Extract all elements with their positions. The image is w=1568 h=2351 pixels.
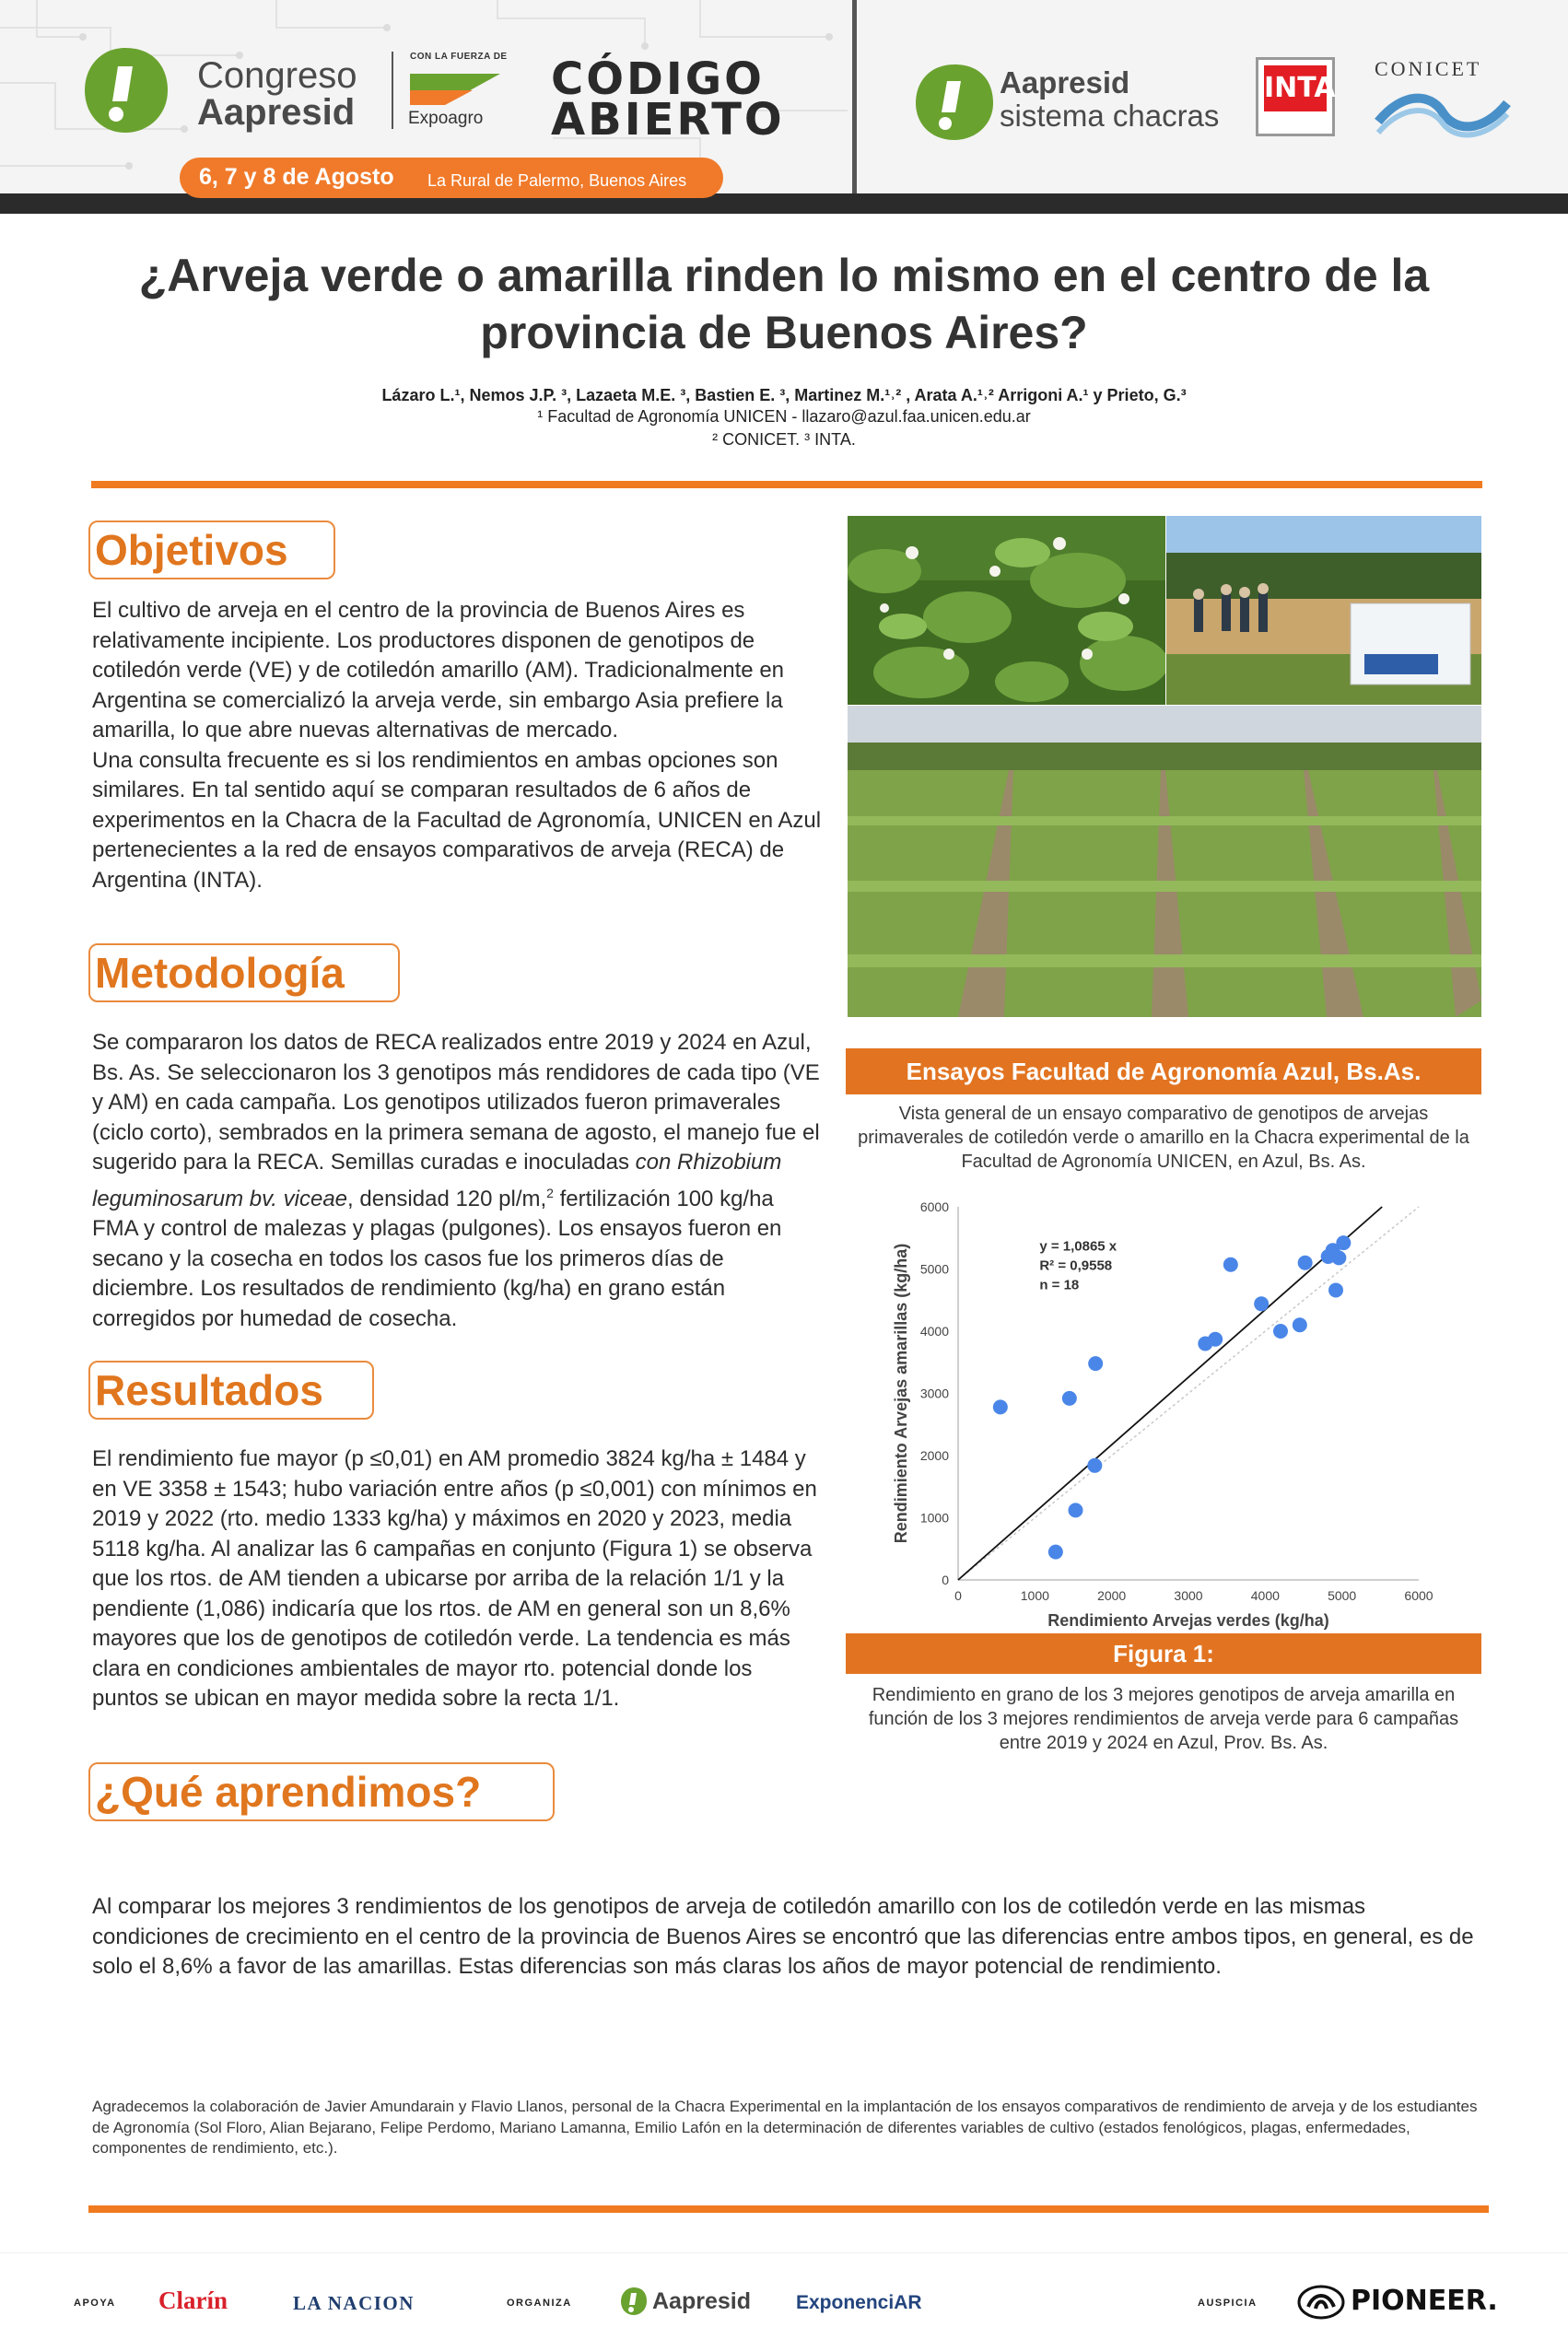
data-point (1223, 1257, 1238, 1272)
organiza-label: ORGANIZA (507, 2298, 572, 2309)
y-tick-label: 4000 (919, 1324, 949, 1339)
metodologia-text-b: , densidad 120 pl/m, (347, 1186, 547, 1211)
x-tick-label: 2000 (1097, 1588, 1127, 1603)
aprendimos-text: Al comparar los mejores 3 rendimientos de los genotipos de arveja de cotiledón amarillo con los de cotiledón verde en las mismas condiciones de crecimiento en el centro de la provincia de Buenos Aires se encontró que las diferencias entre ambos tipos, en general, es de solo el 8,6% a favor de las amarillas. Estas diferencias son más claras los años de mayor potencial de rendimiento. (92, 1894, 1474, 1979)
aprendimos-heading: ¿Qué aprendimos? (88, 1762, 555, 1821)
data-point (1273, 1324, 1288, 1339)
authors: Lázaro L.¹, Nemos J.P. ³, Lazaeta M.E. ³, Bastien E. ³, Martinez M.¹˒² , Arata A.¹˒² Arrigoni A.¹ y Prieto, G.³ (381, 386, 1187, 404)
photos-banner: Ensayos Facultad de Agronomía Azul, Bs.As. (846, 1048, 1481, 1094)
data-point (1293, 1317, 1307, 1332)
affiliation-2: ² CONICET. ³ INTA. (712, 430, 856, 449)
inta-label: INTA (1264, 65, 1327, 111)
codigo-abierto-wordmark (551, 53, 785, 146)
y-tick-label: 2000 (919, 1448, 949, 1463)
resultados-heading: Resultados (88, 1361, 374, 1420)
chart-lines (958, 1207, 1419, 1580)
data-point (1298, 1256, 1313, 1270)
photo-trial-plots (848, 706, 1481, 1017)
metodologia-text (92, 1028, 822, 1334)
data-point (1062, 1391, 1077, 1406)
codigo-line1: CÓDIGO (551, 53, 765, 105)
data-point (1208, 1332, 1223, 1347)
event-dates: 6, 7 y 8 de Agosto (199, 164, 394, 190)
y-tick-label: 5000 (919, 1261, 949, 1277)
event-venue: La Rural de Palermo, Buenos Aires (427, 171, 687, 190)
x-tick-label: 4000 (1250, 1588, 1280, 1603)
aapresid-leaf-icon (81, 44, 170, 136)
y-tick-label: 3000 (919, 1386, 949, 1401)
x-tick-label: 3000 (1174, 1588, 1203, 1603)
logo-separator (392, 52, 393, 129)
lanacion-logo: LA NACION (293, 2292, 415, 2314)
identity-line (958, 1207, 1419, 1580)
pioneer-logo: PIONEER. (1351, 2285, 1498, 2317)
conicet-label: CONICET (1375, 57, 1482, 80)
y-tick-label: 0 (942, 1573, 949, 1587)
x-tick-label: 6000 (1404, 1588, 1433, 1603)
aapresid-sistema-leaf-icon (912, 61, 997, 144)
inta-logo (1256, 57, 1335, 136)
data-point (1328, 1282, 1343, 1297)
metodologia-text-italic: con Rhizobium leguminosarum bv. viceae (92, 1150, 782, 1211)
exponenciar-logo: ExponenciAR (796, 2292, 922, 2313)
trial-plots-image (848, 706, 1481, 1017)
metodologia-text-a: Se compararon los datos de RECA realizados entre 2019 y 2024 en Azul, Bs. As. Se seleccionaron los 3 genotipos más rendidores de cada tipo (VE y AM) en cada campaña. Los genotipos utilizados fueron primaverales (ciclo corto), sembrados en la primera semana de agosto, el manejo fue el sugerido para la RECA. Semillas curadas e inoculadas (92, 1030, 820, 1175)
trend-line (958, 1207, 1382, 1580)
objetivos-heading: Objetivos (88, 520, 335, 579)
resultados-text: El rendimiento fue mayor (p ≤0,01) en AM promedio 3824 kg/ha ± 1484 y en VE 3358 ± 1543; hubo variación entre años (p ≤0,001) con mínimos en 2019 y 2022 (rto. medio 1333 kg/ha) y máximos en 2020 y 2023, media 5118 kg/ha. Al analizar las 6 campañas en conjunto (Figura 1) se observa que los rtos. de AM tienden a ubicarse por arriba de la relación 1/1 y la pendiente (1,086) indicaría que los rtos. de AM en general son un 8,6% mayores que los de genotipos de cotiledón verde. La tendencia es más clara en condiciones ambientales de mayor rto. potencial donde los puntos se ubican en mayor medida sobre la recta 1/1. (92, 1446, 817, 1711)
auspicia-label: AUSPICIA (1198, 2298, 1258, 2309)
photos-caption: Vista general de un ensayo comparativo de genotipos de arvejas primaverales de cotiledón verde o amarillo en la Chacra experimental de la Facultad de Agronomía UNICEN, en Azul, Bs. As. (858, 1104, 1469, 1172)
metodologia-heading: Metodología (88, 943, 400, 1002)
data-point (1254, 1296, 1269, 1311)
sistema-line2: sistema chacras (1000, 99, 1220, 133)
photo-pea-plants (848, 516, 1165, 705)
y-tick-label: 1000 (919, 1510, 949, 1526)
congreso-line2: Aapresid (197, 92, 356, 133)
aapresid-footer-leaf-icon (620, 2287, 648, 2316)
y-tick-label: 6000 (919, 1199, 949, 1214)
data-point (1087, 1458, 1102, 1473)
objetivos-paragraph-1: El cultivo de arveja en el centro de la provincia de Buenos Aires es relativamente incipiente. Los productores disponen de genotipos de cotiledón verde (VE) y de cotiledón amarillo (AM). Tradicionalmente en Argentina se comercializó la arveja verde, sin embargo Asia prefiere la amarilla, lo que abre nuevas alternativas de mercado. (92, 598, 785, 743)
codigo-line2: ABIERTO (551, 94, 785, 146)
affiliation-1: ¹ Facultad de Agronomía UNICEN - llazaro@azul.faa.unicen.edu.ar (537, 407, 1031, 426)
clarin-logo: Clarín (158, 2287, 228, 2314)
metodologia-text-c: fertilización 100 kg/ha FMA y control de malezas y plagas (pulgones). Los ensayos fueron en secano y la cosecha en todos los casos fue los primeros días de diciembre. Los resultados de rendimiento (kg/ha) en grano están corregidos por humedad de cosecha. (92, 1186, 782, 1331)
data-point (1069, 1503, 1083, 1517)
objetivos-text (92, 596, 822, 895)
objetivos-paragraph-2: Una consulta frecuente es si los rendimientos en ambas opciones son similares. En tal sentido aquí se comparan resultados de 6 años de experimentos en la Chacra de la Facultad de Agronomía, UNICEN en Azul pertenecientes a la red de ensayos comparativos de arveja (RECA) de Argentina (INTA). (92, 747, 822, 893)
data-point (993, 1399, 1008, 1414)
x-tick-label: 1000 (1020, 1588, 1049, 1603)
sistema-chacras-wordmark (1000, 66, 1219, 133)
title-line1: ¿Arveja verde o amarilla rinden lo mismo en el centro de la (138, 250, 1430, 301)
poster-title (37, 247, 1531, 361)
figure-banner: Figura 1: (846, 1633, 1481, 1674)
yield-scatter-chart (875, 1188, 1446, 1631)
chart-text (892, 1199, 1433, 1630)
equation-annotation: n = 18 (1039, 1277, 1080, 1293)
con-la-fuerza-label: CON LA FUERZA DE (410, 52, 508, 62)
x-tick-label: 5000 (1328, 1588, 1357, 1603)
congreso-wordmark (197, 57, 357, 131)
field-visit-image (1166, 516, 1481, 705)
metodologia-text-sup: 2 (546, 1185, 554, 1200)
photo-field-visit (1166, 516, 1481, 705)
y-axis-label: Rendimiento Arvejas amarillas (kg/ha) (892, 1243, 910, 1544)
data-point (1331, 1250, 1346, 1265)
conicet-waves-icon (1375, 85, 1511, 142)
pea-plants-image (848, 516, 1165, 705)
title-line2: provincia de Buenos Aires? (480, 307, 1088, 358)
expoagro-label: Expoagro (408, 109, 484, 128)
x-tick-label: 0 (954, 1588, 962, 1603)
top-orange-rule (91, 481, 1482, 488)
data-point (1336, 1235, 1351, 1250)
equation-annotation: R² = 0,9558 (1039, 1257, 1113, 1274)
bottom-orange-rule (88, 2205, 1489, 2213)
sistema-line1: Aapresid (1000, 65, 1130, 99)
aapresid-footer-logo: Aapresid (652, 2288, 751, 2314)
data-point (1048, 1545, 1063, 1560)
header-divider (852, 0, 857, 193)
acknowledgment: Agradecemos la colaboración de Javier Amundarain y Flavio Llanos, personal de la Chacra Experimental en la implantación de los ensayos comparativos de rendimiento de arveja y de los estudiantes de Agronomía (Sol Floro, Alian Bejarano, Felipe Perdomo, Mariano Lamanna, Emilio Lafón en la determinación de diferentes variables de cultivo (estados fenológicos, plagas, enfermedades, componentes de rendimiento, etc.). (92, 2098, 1478, 2157)
pioneer-emblem-icon (1297, 2285, 1345, 2320)
congreso-line1: Congreso (197, 55, 357, 96)
x-axis-label: Rendimiento Arvejas verdes (kg/ha) (1047, 1611, 1329, 1630)
figure-caption: Rendimiento en grano de los 3 mejores genotipos de arveja amarilla en función de los 3 mejores rendimientos de arveja verde para 6 campañas entre 2019 y 2024 en Azul, Prov. Bs. As. (868, 1685, 1459, 1753)
equation-annotation: y = 1,0865 x (1039, 1238, 1117, 1255)
apoya-label: APOYA (74, 2298, 116, 2309)
data-point (1088, 1356, 1103, 1371)
